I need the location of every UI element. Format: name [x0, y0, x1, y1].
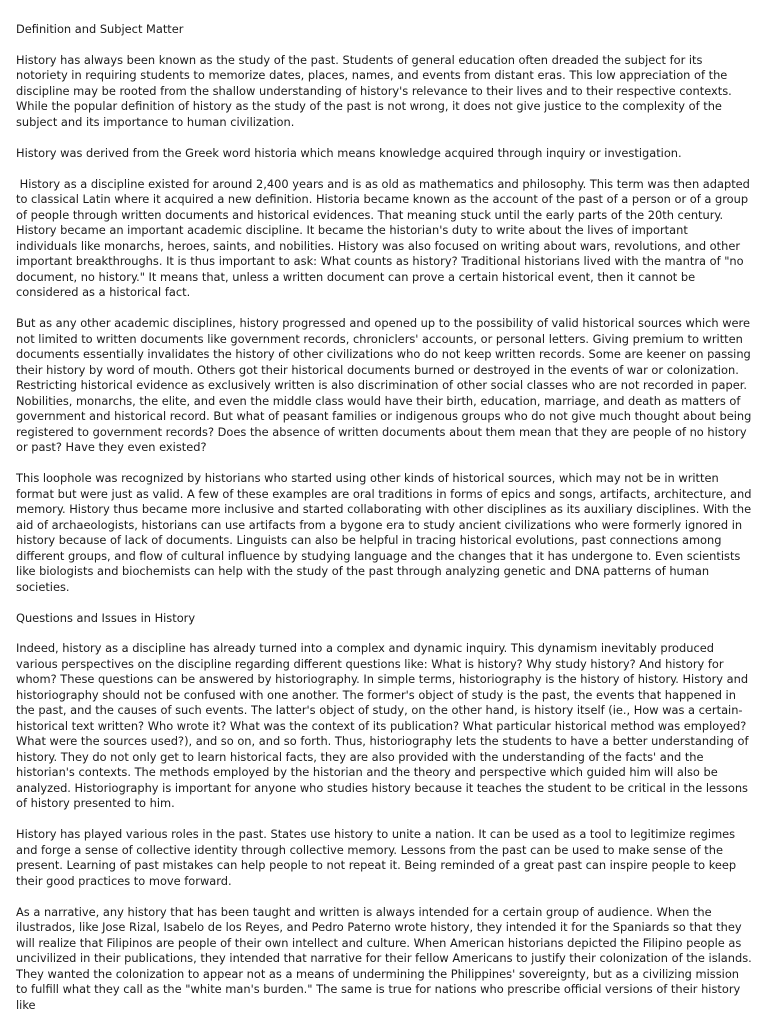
paragraph: History has always been known as the study of the past. Students of general education often dreaded the subject for its notoriety in requiring students to memorize dates, places, names, and events from distant eras. This low appreciation of the discipline may be rooted from the shallow understanding of history's relevance to their lives and to their respective contexts. While the popular definition of history as the study of the past is not wrong, it does not give justice to the complexity of the subject and its importance to human civilization. — [16, 52, 736, 129]
paragraph: Indeed, history as a discipline has already turned into a complex and dynamic inquiry. This dynamism inevitably produced various perspectives on the discipline regarding different questions like: What is history? Why study history? And history for whom? These questions can be answered by historiography. In simple terms, historiography is the history of history. History and historiography should not be confused with one another. The former's object of study is the past, the events that happened in the past, and the causes of such events. The latter's object of study, on the other hand, is history itself (ie., How was a certain-historical text written? Who wrote it? What was the context of its publication? What particular historical method was employed? What were the sources used?), and so on, and so forth. Thus, historiography lets the students to have a better understanding of history. They do not only get to learn historical facts, they are also provided with the understanding of the facts' and the historian's contexts. The methods employed by the historian and the theory and perspective which guided him will also be analyzed. Historiography is important for anyone who studies history because it teaches the student to be critical in the lessons of history presented to him. — [16, 641, 753, 810]
paragraph: History has played various roles in the past. States use history to unite a nation. It can be used as a tool to legitimize regimes and forge a sense of collective identity through collective memory. Lessons from the past can be used to make sense of the present. Learning of past mistakes can help people to not repeat it. Being reminded of a great past can inspire people to keep their good practices to move forward. — [16, 827, 740, 888]
section-heading-definition: Definition and Subject Matter — [16, 22, 184, 36]
paragraph: As a narrative, any history that has been taught and written is always intended for a certain group of audience. When the ilustrados, like Jose Rizal, Isabelo de los Reyes, and Pedro Paterno wrote history, they intended it for the Spaniards so that they will realize that Filipinos are people of their own intellect and culture. When American historians depicted the Filipino people as uncivilized in their publications, they intended that narrative for their fellow Americans to justify their colonization of the islands. They wanted the colonization to appear not as a means of undermining the Philippines' sovereignty, but as a civilizing mission to fulfill what they call as the "white man's burden." The same is true for nations who prescribe official versions of their history like — [16, 904, 756, 1012]
paragraph: This loophole was recognized by historians who started using other kinds of historical sources, which may not be in written format but were just as valid. A few of these examples are oral traditions in forms of epics and songs, artifacts, architecture, and memory. History thus became more inclusive and started collaborating with other disciplines as its auxiliary disciplines. With the aid of archaeologists, historians can use artifacts from a bygone era to study ancient civilizations who were formerly ignored in history because of lack of documents. Linguists can also be helpful in tracing historical evolutions, past connections among different groups, and flow of cultural influence by studying language and the changes that it has undergone to. Even scientists like biologists and biochemists can help with the study of the past through analyzing genetic and DNA patterns of human societies. — [16, 471, 756, 594]
paragraph: But as any other academic disciplines, history progressed and opened up to the possibility of valid historical sources which were not limited to written documents like government records, chroniclers' accounts, or personal letters. Giving premium to written documents essentially invalidates the history of other civilizations who do not keep written records. Some are keener on passing their history by word of mouth. Others got their historical documents burned or destroyed in the events of war or colonization. Restricting historical evidence as exclusively written is also discrimination of other social classes who are not recorded in paper. Nobilities, monarchs, the elite, and even the middle class would have their birth, education, marriage, and death as matters of government and historical record. But what of peasant families or indigenous groups who do not give much thought about being registered to government records? Does the absence of written documents about them mean that they are people of no history or past? Have they even existed? — [16, 316, 755, 454]
paragraph: History was derived from the Greek word historia which means knowledge acquired through inquiry or investigation. — [16, 145, 682, 160]
paragraph: History as a discipline existed for around 2,400 years and is as old as mathematics and philosophy. This term was then adapted to classical Latin where it acquired a new definition. Historia became known as the account of the past of a person or of a group of people through written documents and historical evidences. That meaning stuck until the early parts of the 20th century. History became an important academic discipline. It became the historian's duty to write about the lives of important individuals like monarchs, heroes, saints, and nobilities. History was also focused on writing about wars, revolutions, and other important breakthroughs. It is thus important to ask: What counts as history? Traditional historians lived with the mantra of "no document, no history." It means that, unless a written document can prove a certain historical event, then it cannot be considered as a historical fact. — [16, 176, 754, 299]
section-heading-questions: Questions and Issues in History — [16, 610, 196, 625]
